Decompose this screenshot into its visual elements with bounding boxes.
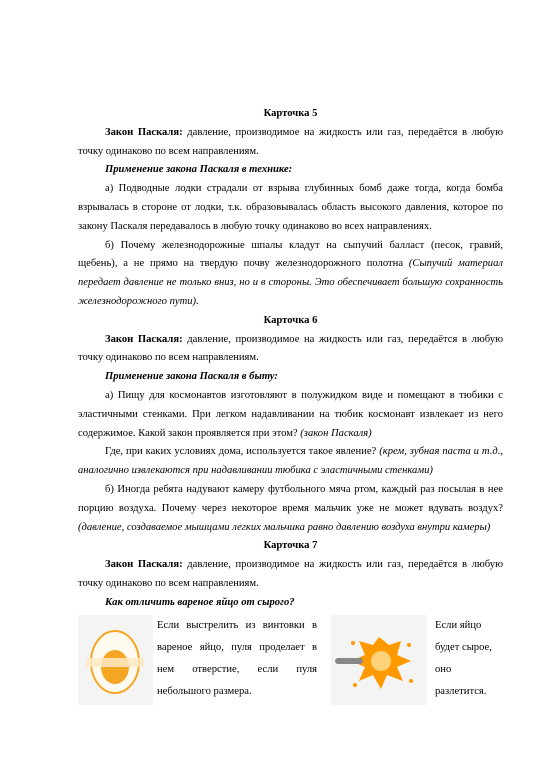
card7-subtitle: Как отличить вареное яйцо от сырого? (105, 596, 295, 608)
card5-para-a: а) Подводные лодки страдали от взрыва глубинных бомб даже тогда, когда бомба взрывалась в стороне от лодки, т.к. образовывалась область высокого давления, которое по закону Паскаля передавалось в любую точку одинаково во всех направлениях. (78, 183, 503, 232)
card6-para-a-text: а) Пищу для космонавтов изготовляют в полужидком виде и помещают в тюбики с эластичными стенками. При легком надавливании на тюбик космонавт извлекает из него содержимое. Какой закон проявляется при этом? (78, 389, 503, 439)
card5-para-b (78, 237, 503, 312)
card5-law-label: Закон Паскаля: (105, 126, 183, 138)
card7-title: Карточка 7 (263, 540, 318, 552)
card5-para-b-text: б) Почему железнодорожные шпалы кладут на сыпучий балласт (песок, гравий, щебень), а не прямо на твердую почву железнодорожного полотна (78, 239, 503, 270)
raw-egg-splash-image (331, 615, 427, 705)
card5-law (78, 124, 503, 162)
card6-para-b-text: б) Иногда ребята надувают камеру футбольного мяча ртом, каждый раз посылая в нее порцию воздуха. Почему через некоторое время мальчик уже не может вдувать воздух? (78, 483, 503, 514)
egg-figure-row (78, 615, 503, 705)
card6-law (78, 331, 503, 369)
card6-law-text: давление, производимое на жидкость или газ, передаётся в любую точку одинаково по всем направлениям. (78, 333, 503, 364)
card6-subtitle: Применение закона Паскаля в быту: (105, 371, 278, 383)
document-page (78, 105, 503, 705)
card6-para-q (78, 443, 503, 481)
card6-para-a (78, 387, 503, 443)
card7-law-label: Закон Паскаля: (105, 559, 183, 571)
card7-text-left: Если выстрелить из винтовки в вареное яйцо, пуля проделает в нем отверстие, если пуля небольшого размера. (157, 619, 317, 698)
card6-para-a-answer: (закон Паскаля) (300, 427, 372, 439)
card7-law-text: давление, производимое на жидкость или газ, передаётся в любую точку одинаково по всем направлениям. (78, 559, 503, 589)
boiled-egg-with-hole-image (78, 615, 153, 705)
card7-law (78, 556, 503, 594)
card7-text-right: Если яйцо будет сырое, оно разлетится. (435, 619, 492, 698)
card6-title: Карточка 6 (263, 314, 318, 326)
card6-para-b-answer: (давление, создаваемое мышцами легких мальчика равно давлению воздуха внутри камеры) (78, 521, 491, 533)
card6-para-q-answer: (крем, зубная паста и т.д., аналогично извлекаются при надавливании тюбика с эластичными стенками) (78, 446, 504, 477)
card6-para-q-text: Где, при каких условиях дома, используется такое явление? (105, 446, 380, 458)
card5-law-text: давление, производимое на жидкость или газ, передаётся в любую точку одинаково по всем направлениям. (78, 126, 503, 157)
card5-subtitle: Применение закона Паскаля в технике: (105, 164, 293, 176)
card5-para-b-answer: (Сыпучий материал передает давление не только вниз, но и в стороны. Это обеспечивает большую сохранность железнодорожного пути). (78, 258, 503, 307)
card5-title: Карточка 5 (263, 108, 318, 119)
card6-law-label: Закон Паскаля: (105, 333, 183, 345)
card6-para-b (78, 481, 503, 537)
